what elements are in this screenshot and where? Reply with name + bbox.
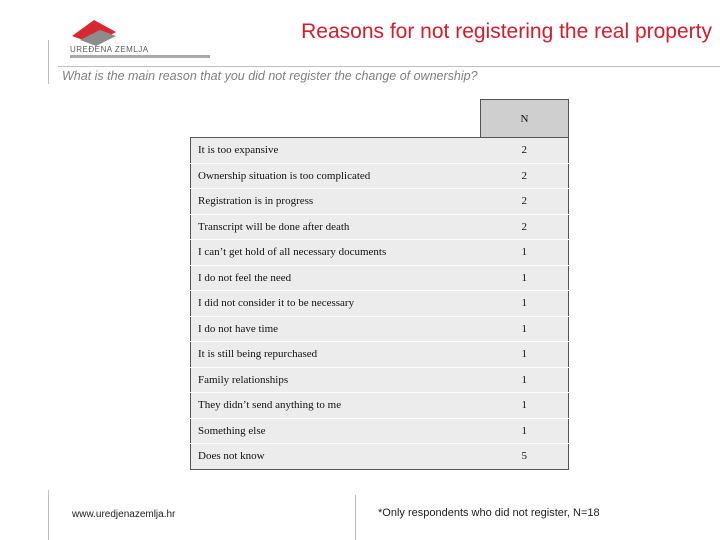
table-row <box>191 316 569 342</box>
count-cell: 1 <box>481 393 569 419</box>
reason-cell: I did not consider it to be necessary <box>191 291 481 317</box>
reason-cell: It is too expansive <box>191 138 481 164</box>
header-divider <box>58 66 720 67</box>
reason-cell: Ownership situation is too complicated <box>191 163 481 189</box>
count-cell: 2 <box>481 214 569 240</box>
reason-cell: I can’t get hold of all necessary documents <box>191 240 481 266</box>
reason-cell: It is still being repurchased <box>191 342 481 368</box>
count-cell: 1 <box>481 418 569 444</box>
page-title: Reasons for not registering the real property <box>301 20 712 43</box>
count-cell: 1 <box>481 291 569 317</box>
reason-cell: Registration is in progress <box>191 189 481 215</box>
count-cell: 2 <box>481 138 569 164</box>
count-cell: 1 <box>481 342 569 368</box>
table-header-n: N <box>481 100 569 138</box>
logo-mark-icon <box>66 14 206 66</box>
footer-left-line <box>48 490 49 540</box>
table-row <box>191 444 569 470</box>
count-cell: 1 <box>481 240 569 266</box>
count-cell: 1 <box>481 265 569 291</box>
table-row <box>191 265 569 291</box>
reason-cell: Does not know <box>191 444 481 470</box>
count-cell: 1 <box>481 367 569 393</box>
reason-cell: Family relationships <box>191 367 481 393</box>
count-cell: 2 <box>481 163 569 189</box>
count-cell: 2 <box>481 189 569 215</box>
left-accent-line <box>48 40 49 84</box>
reason-cell: Transcript will be done after death <box>191 214 481 240</box>
reasons-table <box>190 99 569 470</box>
table-row <box>191 342 569 368</box>
table-row <box>191 214 569 240</box>
table-row <box>191 138 569 164</box>
count-cell: 5 <box>481 444 569 470</box>
table-row <box>191 240 569 266</box>
reason-cell: They didn’t send anything to me <box>191 393 481 419</box>
table-row <box>191 393 569 419</box>
table-row <box>191 291 569 317</box>
table-row <box>191 163 569 189</box>
table-row <box>191 189 569 215</box>
count-cell: 1 <box>481 316 569 342</box>
table-header-blank <box>191 100 481 138</box>
table-header-row <box>191 100 569 138</box>
footnote: *Only respondents who did not register, N=18 <box>378 507 600 519</box>
logo-name: UREĐENA ZEMLJA <box>70 45 149 54</box>
table-row <box>191 367 569 393</box>
footer-divider-line <box>355 495 356 540</box>
table-row <box>191 418 569 444</box>
survey-question: What is the main reason that you did not register the change of ownership? <box>62 69 478 83</box>
reason-cell: I do not feel the need <box>191 265 481 291</box>
website-link[interactable]: www.uredjenazemlja.hr <box>72 509 176 520</box>
reason-cell: I do not have time <box>191 316 481 342</box>
logo-tagline-bar <box>70 55 210 58</box>
reason-cell: Something else <box>191 418 481 444</box>
